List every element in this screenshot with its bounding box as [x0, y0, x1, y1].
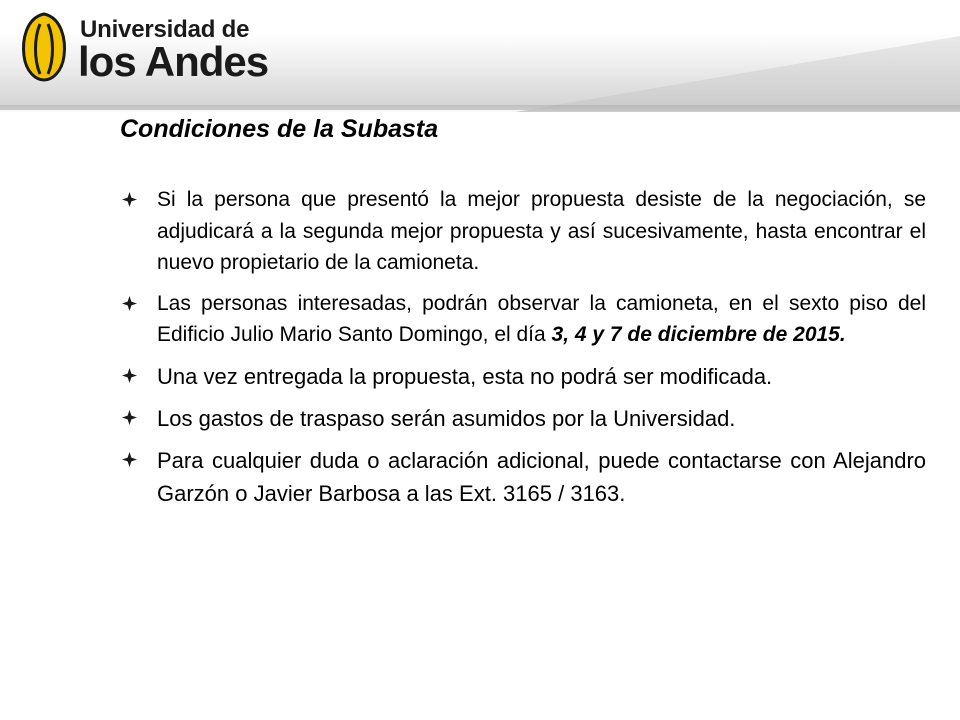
- bullet-item: [120, 444, 926, 510]
- bullet-item: [120, 184, 926, 279]
- bullet-text: Una vez entregada la propuesta, esta no podrá ser modificada.: [157, 363, 773, 389]
- header-shadow: [0, 105, 960, 113]
- slide-title: Condiciones de la Subasta: [120, 115, 439, 143]
- bullet-item: [120, 360, 926, 393]
- bullet-emphasis-dates: 3, 4 y 7 de diciembre de 2015.: [551, 323, 846, 346]
- diamond-bullet-icon: [122, 192, 137, 207]
- bullet-text: Las personas interesadas, podrán observar la camioneta, en el sexto piso del Edificio Julio Mario Santo Domingo, el día: [157, 291, 926, 346]
- diamond-bullet-icon: [122, 368, 137, 383]
- logo-emblem-icon: [18, 10, 70, 84]
- diamond-bullet-icon: [122, 410, 137, 425]
- diamond-bullet-icon: [122, 296, 137, 311]
- diamond-bullet-icon: [122, 452, 137, 467]
- bullet-item: [120, 288, 926, 351]
- bullet-list: [120, 184, 926, 510]
- bullet-text: Los gastos de traspaso serán asumidos por la Universidad.: [157, 405, 736, 431]
- logo-line2: los Andes: [78, 38, 269, 85]
- bullet-text: Para cualquier duda o aclaración adicional, puede contactarse con Alejandro Garzón o Javier Barbosa a las Ext. 3165 / 3163.: [157, 447, 926, 506]
- logo-line1: Universidad de: [80, 16, 250, 43]
- bullet-text: Si la persona que presentó la mejor propuesta desiste de la negociación, se adjudicará a la segunda mejor propuesta y así sucesivamente, hasta encontrar el nuevo propietario de la camioneta.: [157, 188, 926, 274]
- bullet-item: [120, 402, 926, 435]
